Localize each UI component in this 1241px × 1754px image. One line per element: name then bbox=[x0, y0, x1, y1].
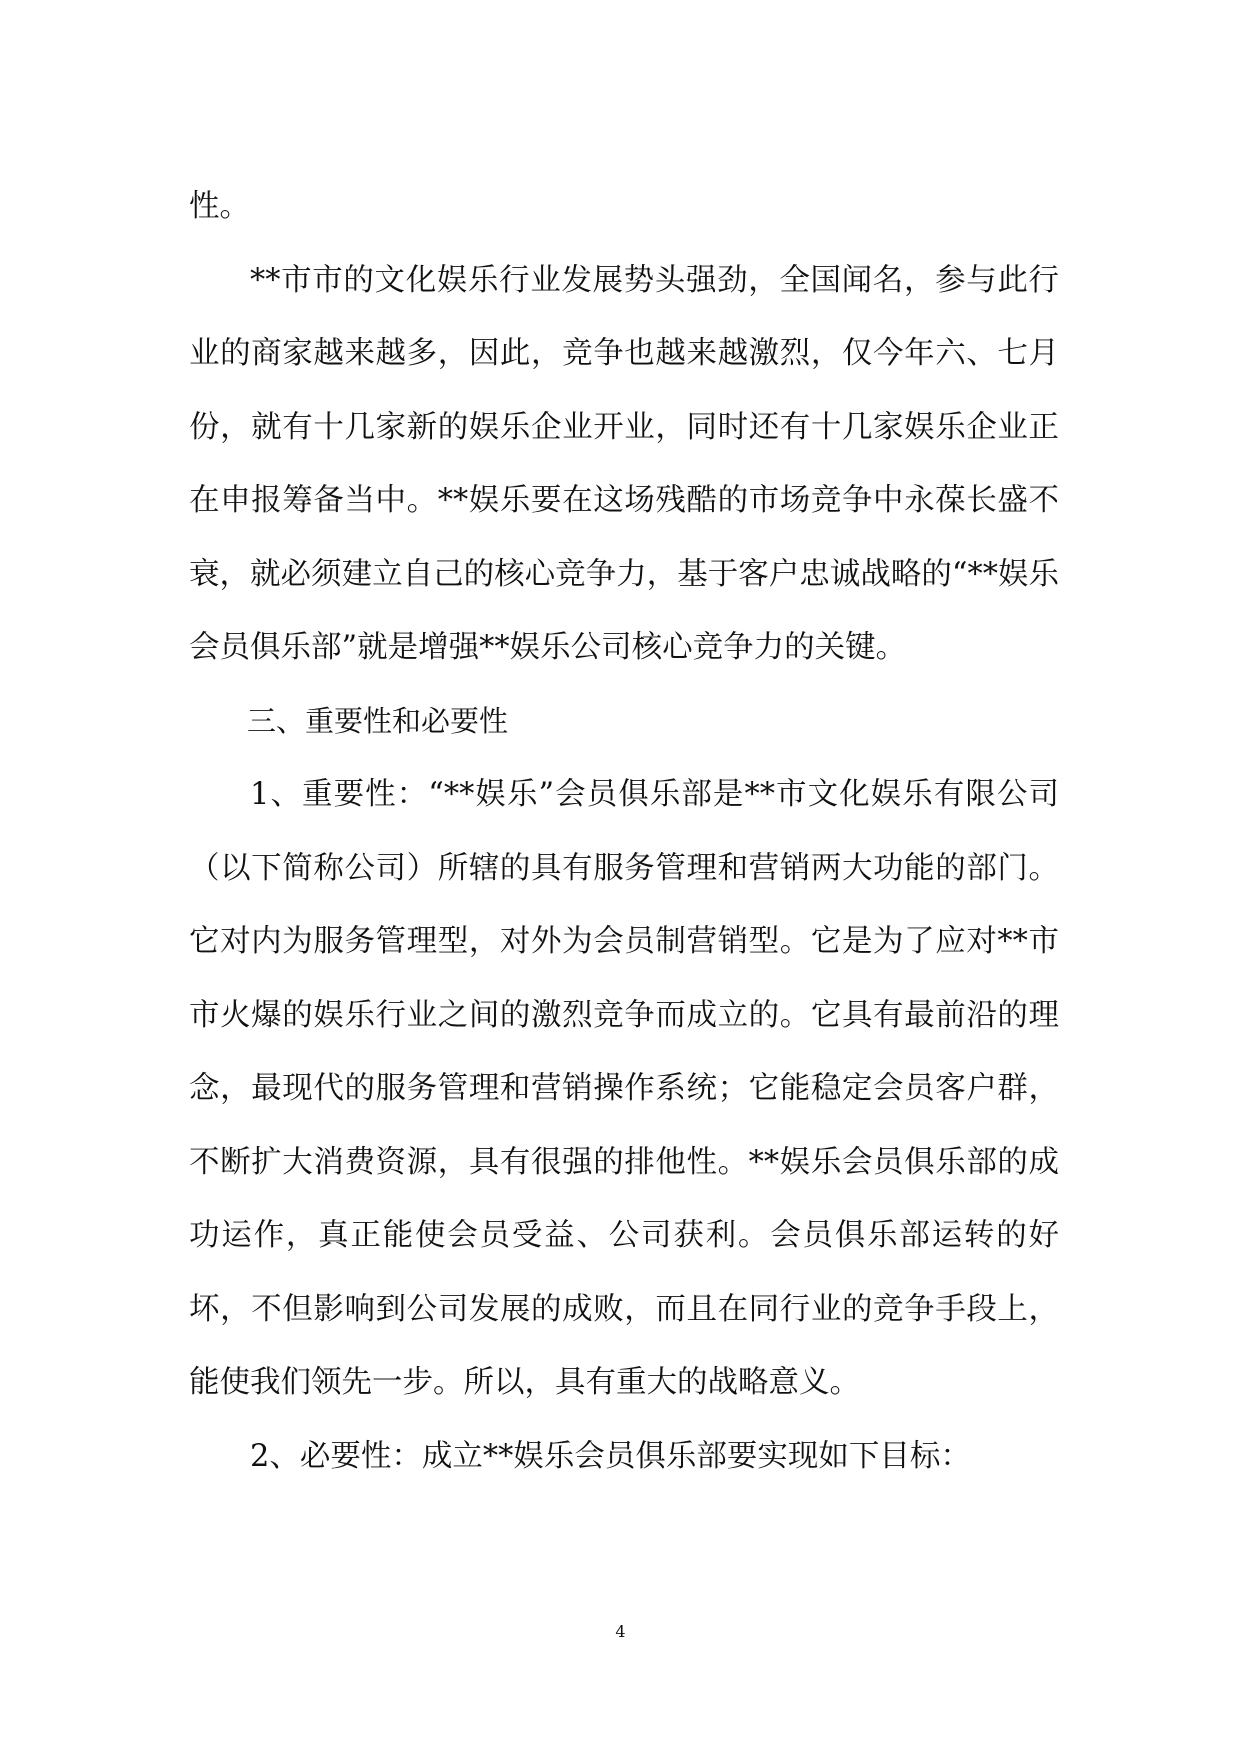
body-paragraph-competition: **市市的文化娱乐行业发展势头强劲，全国闻名，参与此行业的商家越来越多，因此，竞争也越来越激烈，仅今年六、七月份，就有十几家新的娱乐企业开业，同时还有十几家娱乐企业正在申报筹备当中。**娱乐要在这场残酷的市场竞争中永葆长盛不衰，就必须建立自己的核心竞争力，基于客户忠诚战略的“**娱乐会员俱乐部”就是增强**娱乐公司核心竞争力的关键。 bbox=[189, 262, 1059, 665]
page-number: 4 bbox=[615, 1622, 626, 1641]
continuation-paragraph: 性。 bbox=[189, 189, 250, 224]
body-paragraph-necessity: 2、必要性：成立**娱乐会员俱乐部要实现如下目标： bbox=[250, 1438, 971, 1474]
body-paragraph-importance: 1、重要性：“**娱乐”会员俱乐部是**市文化娱乐有限公司（以下简称公司）所辖的具有服务管理和营销两大功能的部门。它对内为服务管理型，对外为会员制营销型。它是为了应对**市市火爆的娱乐行业之间的激烈竞争而成立的。它具有最前沿的理念，最现代的服务管理和营销操作系统；它能稳定会员客户群，不断扩大消费资源，具有很强的排他性。**娱乐会员俱乐部的成功运作，真正能使会员受益、公司获利。会员俱乐部运转的好坏，不但影响到公司发展的成败，而且在同行业的竞争手段上，能使我们领先一步。所以，具有重大的战略意义。 bbox=[189, 777, 1059, 1400]
page-content bbox=[189, 170, 1059, 1493]
section-heading: 三、重要性和必要性 bbox=[247, 703, 509, 738]
